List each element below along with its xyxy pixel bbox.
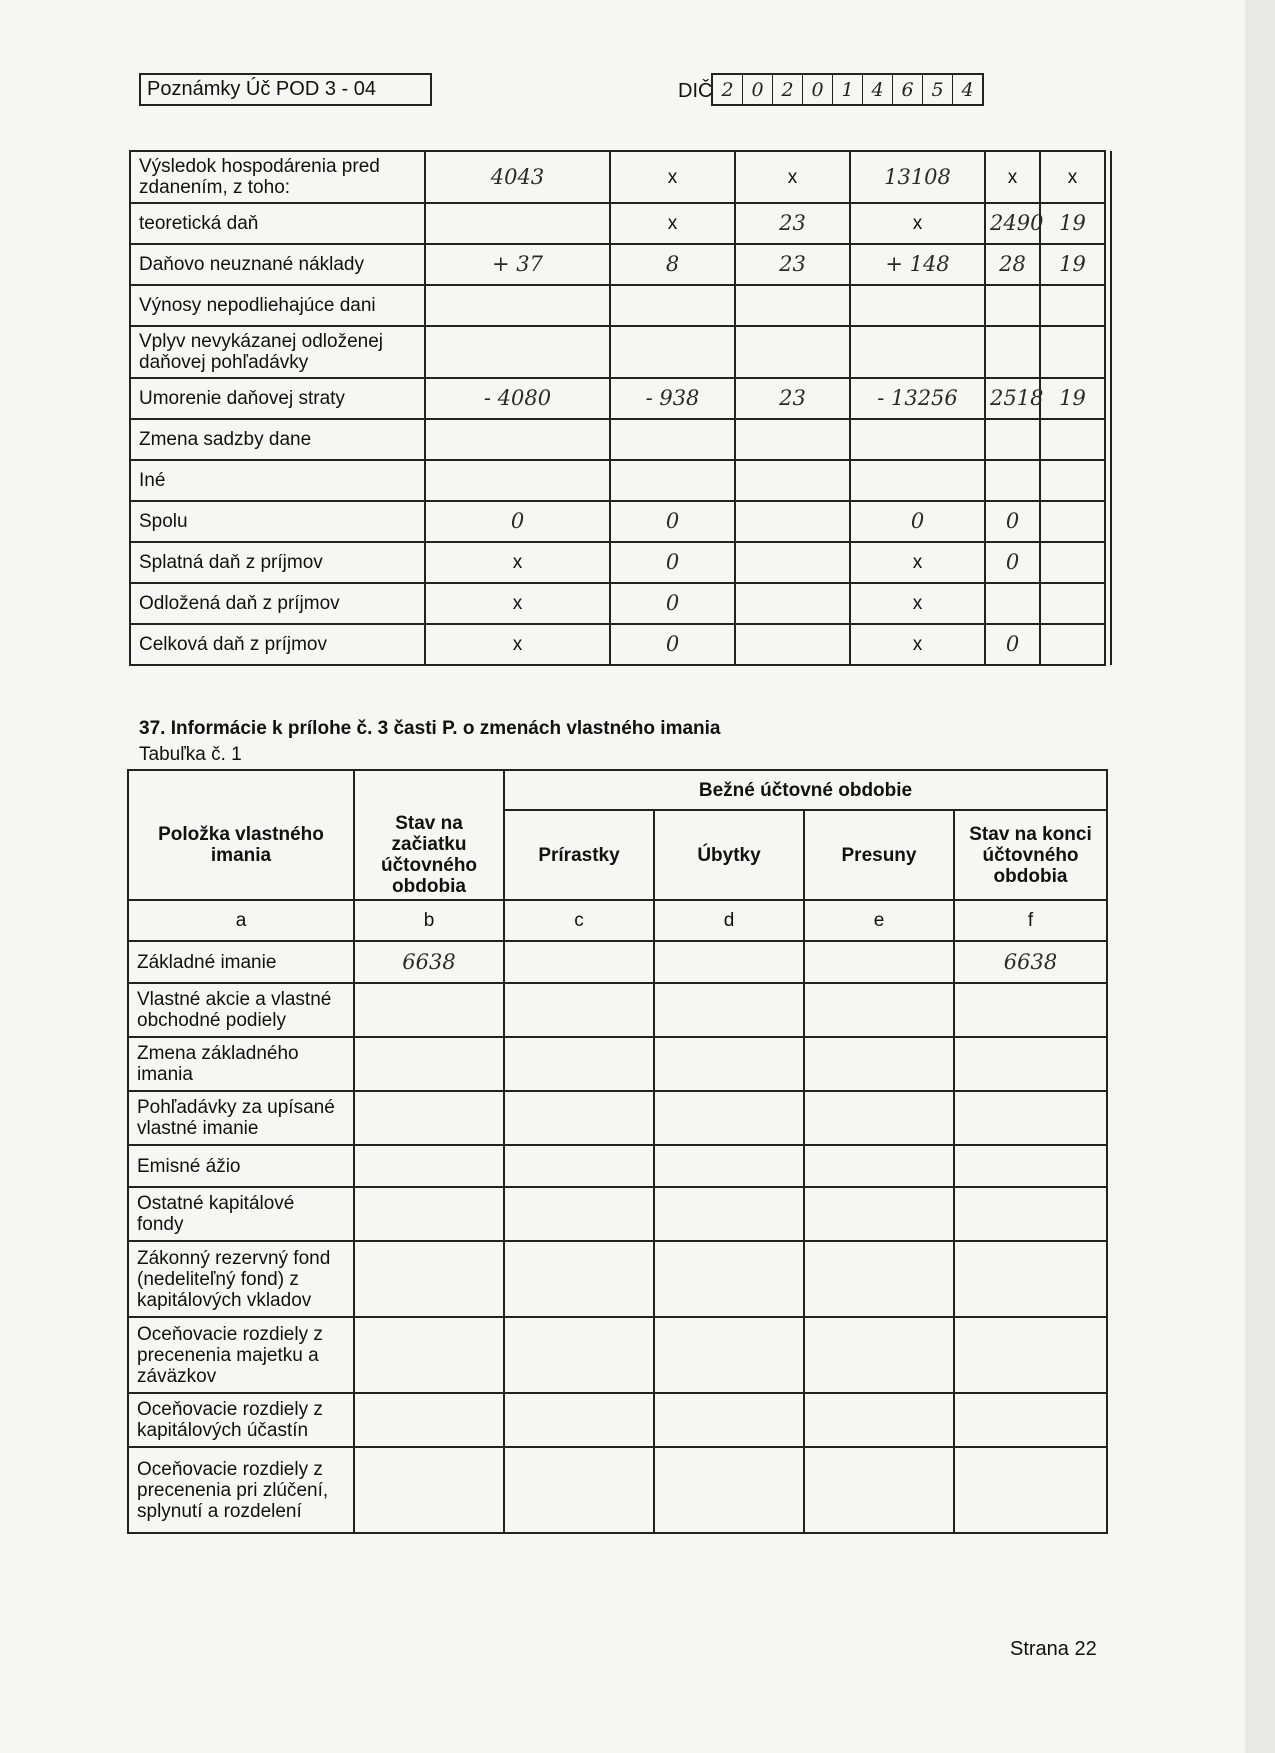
col-letter: f [954,900,1107,941]
value-cell [610,285,735,326]
margin-cell [1105,244,1111,285]
equity-row [128,941,1107,983]
value-cell: 19 [1040,378,1105,419]
value-cell [954,1393,1107,1447]
margin-cell [1105,501,1111,542]
tax-row [130,583,1111,624]
tax-row [130,285,1111,326]
value-cell [610,326,735,378]
value-cell [735,624,850,665]
row-label: Spolu [130,501,425,542]
value-cell [954,1447,1107,1533]
value-cell [954,1187,1107,1241]
row-label: Vplyv nevykázanej odloženej daňovej pohľadávky [130,326,425,378]
dic-digit: 1 [833,75,863,104]
value-cell [654,1187,804,1241]
dic-label: DIČ [678,80,713,102]
form-label: Poznámky Úč POD 3 - 04 [139,73,432,106]
dic-digit: 5 [923,75,953,104]
equity-row [128,1241,1107,1317]
value-cell [610,419,735,460]
value-cell [654,1145,804,1187]
value-cell: 4043 [425,151,610,203]
dic-digit: 0 [743,75,773,104]
tax-row [130,244,1111,285]
row-label: Ostatné kapitálové fondy [128,1187,354,1241]
value-cell: + 148 [850,244,985,285]
value-cell [804,1393,954,1447]
margin-cell [1105,624,1111,665]
col-letter: a [128,900,354,941]
header-item: Položka vlastného imania [128,770,354,900]
value-cell: 0 [425,501,610,542]
value-cell [354,1037,504,1091]
equity-row [128,1447,1107,1533]
value-cell: x [610,151,735,203]
value-cell [1040,326,1105,378]
equity-row [128,1317,1107,1393]
value-cell [1040,624,1105,665]
row-label: Celková daň z príjmov [130,624,425,665]
value-cell: + 37 [425,244,610,285]
value-cell [354,1241,504,1317]
value-cell: x [1040,151,1105,203]
row-label: Odložená daň z príjmov [130,583,425,624]
value-cell: 23 [735,244,850,285]
value-cell: x [850,624,985,665]
row-label: Oceňovacie rozdiely z precenenia pri zlúčení, splynutí a rozdelení [128,1447,354,1533]
margin-cell [1105,326,1111,378]
value-cell [1040,460,1105,501]
equity-row [128,1037,1107,1091]
value-cell [654,1393,804,1447]
value-cell [504,941,654,983]
tax-row [130,203,1111,244]
value-cell: - 4080 [425,378,610,419]
equity-changes-table [127,769,1108,1534]
margin-cell [1105,285,1111,326]
value-cell: 0 [610,583,735,624]
value-cell [954,1145,1107,1187]
header-start: Stav na začiatku účtovného obdobia [354,770,504,900]
tax-row [130,460,1111,501]
row-label: Výnosy nepodliehajúce dani [130,285,425,326]
section-37-title: 37. Informácie k prílohe č. 3 časti P. o zmenách vlastného imania [139,718,721,739]
margin-cell [1105,419,1111,460]
value-cell [504,1145,654,1187]
equity-row [128,1393,1107,1447]
value-cell [354,1187,504,1241]
value-cell [985,460,1040,501]
value-cell [504,1393,654,1447]
value-cell [954,1241,1107,1317]
value-cell: x [425,583,610,624]
value-cell [954,983,1107,1037]
margin-cell [1105,151,1111,203]
table-caption: Tabuľka č. 1 [139,744,242,765]
value-cell [954,1317,1107,1393]
value-cell: 0 [610,624,735,665]
value-cell [504,1037,654,1091]
value-cell [654,941,804,983]
tax-reconciliation-table [129,150,1112,666]
value-cell: 28 [985,244,1040,285]
value-cell [504,1317,654,1393]
value-cell [850,326,985,378]
row-label: Výsledok hospodárenia pred zdanením, z toho: [130,151,425,203]
row-label: Základné imanie [128,941,354,983]
value-cell [610,460,735,501]
value-cell [735,583,850,624]
value-cell [354,983,504,1037]
tax-row [130,326,1111,378]
row-label: Pohľadávky za upísané vlastné imanie [128,1091,354,1145]
value-cell [354,1091,504,1145]
value-cell: x [425,542,610,583]
value-cell [1040,542,1105,583]
row-label: Vlastné akcie a vlastné obchodné podiely [128,983,354,1037]
equity-row [128,1091,1107,1145]
row-label: Umorenie daňovej straty [130,378,425,419]
value-cell [1040,285,1105,326]
value-cell: x [610,203,735,244]
value-cell: 0 [850,501,985,542]
margin-cell [1105,460,1111,501]
value-cell [954,1091,1107,1145]
value-cell [504,1187,654,1241]
value-cell [1040,501,1105,542]
value-cell [425,285,610,326]
row-label: Zákonný rezervný fond (nedeliteľný fond) z kapitálových vkladov [128,1241,354,1317]
row-label: Zmena základného imania [128,1037,354,1091]
row-label: Zmena sadzby dane [130,419,425,460]
value-cell [654,1317,804,1393]
value-cell [985,583,1040,624]
col-letter: b [354,900,504,941]
value-cell [654,1037,804,1091]
col-letter: c [504,900,654,941]
value-cell: 6638 [354,941,504,983]
dic-digit: 2 [713,75,743,104]
value-cell: 6638 [954,941,1107,983]
value-cell [1040,419,1105,460]
value-cell [354,1447,504,1533]
value-cell [425,460,610,501]
margin-cell [1105,378,1111,419]
value-cell [850,285,985,326]
tax-row [130,151,1111,203]
value-cell: 19 [1040,203,1105,244]
margin-cell [1105,542,1111,583]
header-increase: Prírastky [504,810,654,900]
value-cell: x [850,583,985,624]
value-cell: - 938 [610,378,735,419]
value-cell [504,983,654,1037]
value-cell: x [850,542,985,583]
value-cell [954,1037,1107,1091]
value-cell: 23 [735,203,850,244]
value-cell [735,419,850,460]
value-cell [354,1317,504,1393]
value-cell: 19 [1040,244,1105,285]
value-cell [804,1187,954,1241]
equity-row [128,1145,1107,1187]
value-cell [804,1241,954,1317]
value-cell [804,1145,954,1187]
value-cell: x [850,203,985,244]
row-label: Iné [130,460,425,501]
header-decrease: Úbytky [654,810,804,900]
tax-row [130,542,1111,583]
value-cell [985,326,1040,378]
value-cell [735,542,850,583]
value-cell: 0 [610,542,735,583]
value-cell [654,1241,804,1317]
value-cell: - 13256 [850,378,985,419]
value-cell [654,1091,804,1145]
value-cell: 23 [735,378,850,419]
value-cell [985,419,1040,460]
tax-row [130,419,1111,460]
value-cell: 2490 [985,203,1040,244]
value-cell: 0 [985,501,1040,542]
value-cell: x [985,151,1040,203]
tax-row [130,378,1111,419]
row-label: Emisné ážio [128,1145,354,1187]
value-cell: x [735,151,850,203]
value-cell: 0 [610,501,735,542]
value-cell: 0 [985,542,1040,583]
value-cell [354,1145,504,1187]
value-cell: 0 [985,624,1040,665]
page-edge [1245,0,1275,1753]
value-cell [804,1317,954,1393]
equity-row [128,1187,1107,1241]
row-label: Oceňovacie rozdiely z kapitálových účastín [128,1393,354,1447]
col-letter: e [804,900,954,941]
value-cell [735,285,850,326]
margin-cell [1105,203,1111,244]
value-cell [735,326,850,378]
value-cell: 2518 [985,378,1040,419]
value-cell: 8 [610,244,735,285]
page-number: Strana 22 [1010,1638,1097,1660]
tax-row [130,624,1111,665]
value-cell [354,1393,504,1447]
value-cell [425,419,610,460]
value-cell [654,983,804,1037]
value-cell [735,460,850,501]
value-cell [850,460,985,501]
value-cell [804,983,954,1037]
value-cell [804,1037,954,1091]
value-cell: x [425,624,610,665]
header-transfer: Presuny [804,810,954,900]
dic-digit: 0 [803,75,833,104]
value-cell [804,1091,954,1145]
value-cell [985,285,1040,326]
header-period: Bežné účtovné obdobie [504,770,1107,810]
header-end: Stav na konci účtovného obdobia [954,810,1107,900]
value-cell [425,326,610,378]
value-cell [804,1447,954,1533]
dic-digit: 4 [863,75,893,104]
value-cell: 13108 [850,151,985,203]
equity-row [128,983,1107,1037]
value-cell [504,1091,654,1145]
value-cell [1040,583,1105,624]
row-label: Splatná daň z príjmov [130,542,425,583]
dic-digit: 4 [961,79,974,101]
dic-digit: 6 [893,75,923,104]
margin-cell [1105,583,1111,624]
col-letter: d [654,900,804,941]
dic-digit: 2 [773,75,803,104]
value-cell [504,1447,654,1533]
value-cell [735,501,850,542]
value-cell [504,1241,654,1317]
dic-number [711,73,984,106]
tax-row [130,501,1111,542]
value-cell [804,941,954,983]
row-label: Oceňovacie rozdiely z precenenia majetku a záväzkov [128,1317,354,1393]
value-cell [850,419,985,460]
row-label: Daňovo neuznané náklady [130,244,425,285]
row-label: teoretická daň [130,203,425,244]
value-cell [425,203,610,244]
value-cell [654,1447,804,1533]
